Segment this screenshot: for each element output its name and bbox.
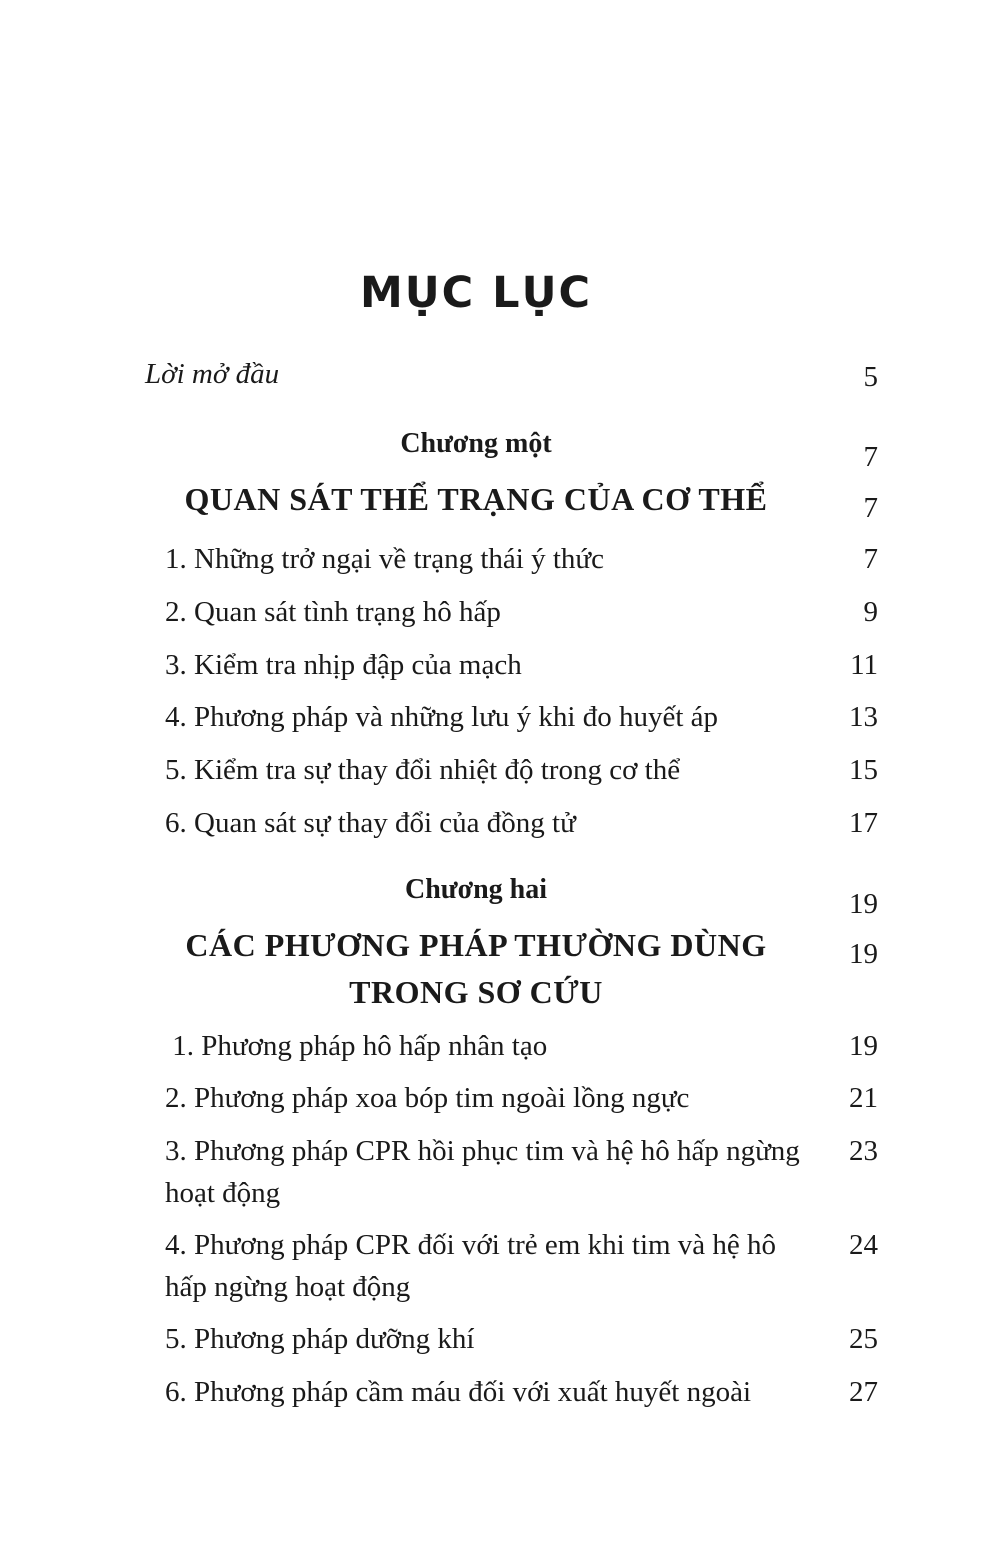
toc-entry-2-1-page: 19 xyxy=(849,1030,878,1062)
toc-entry-2-2: 2. Phương pháp xoa bóp tim ngoài lồng ngực xyxy=(165,1082,690,1114)
chapter-1-label-page: 7 xyxy=(863,441,878,473)
toc-entry-1-3-page: 11 xyxy=(850,649,878,681)
toc-entry-1-5-page: 15 xyxy=(849,754,878,786)
chapter-2-title-line-1: CÁC PHƯƠNG PHÁP THƯỜNG DÙNG xyxy=(185,927,767,963)
toc-entry-1-5: 5. Kiểm tra sự thay đổi nhiệt độ trong cơ thể xyxy=(165,754,681,786)
toc-entry-intro-label: Lời mở đầu xyxy=(145,358,280,390)
toc-entry-2-5-page: 25 xyxy=(849,1323,878,1355)
page-title: MỤC LỤC xyxy=(359,268,593,318)
toc-entry-2-1: 1. Phương pháp hô hấp nhân tạo xyxy=(165,1030,548,1062)
toc-entry-2-2-page: 21 xyxy=(849,1082,878,1114)
chapter-1-label: Chương một xyxy=(400,428,552,459)
toc-entry-1-2: 2. Quan sát tình trạng hô hấp xyxy=(165,596,501,628)
toc-entry-2-3-page: 23 xyxy=(849,1135,878,1167)
chapter-2-title-page: 19 xyxy=(849,938,878,970)
toc-entry-intro-page: 5 xyxy=(863,361,878,393)
chapter-1-title-page: 7 xyxy=(863,492,878,524)
toc-entry-2-6-page: 27 xyxy=(849,1376,878,1408)
toc-entry-1-4: 4. Phương pháp và những lưu ý khi đo huyết áp xyxy=(165,701,719,733)
toc-entry-2-3: 3. Phương pháp CPR hồi phục tim và hệ hô hấp ngừng hoạt động xyxy=(165,1135,800,1209)
toc-entry-2-4-page: 24 xyxy=(849,1229,878,1261)
toc-entry-1-3: 3. Kiểm tra nhịp đập của mạch xyxy=(165,649,522,681)
toc-entry-1-1: 1. Những trở ngại về trạng thái ý thức xyxy=(165,543,604,575)
toc-entry-1-2-page: 9 xyxy=(863,596,878,628)
toc-entry-2-6: 6. Phương pháp cầm máu đối với xuất huyết ngoài xyxy=(165,1376,752,1408)
chapter-2-title-line-2: TRONG SƠ CỨU xyxy=(349,974,603,1010)
toc-entry-1-6: 6. Quan sát sự thay đổi của đồng tử xyxy=(165,807,576,839)
toc-entry-1-6-page: 17 xyxy=(849,807,878,839)
toc-entry-2-4: 4. Phương pháp CPR đối với trẻ em khi tim và hệ hô hấp ngừng hoạt động xyxy=(165,1229,777,1303)
chapter-2-label-page: 19 xyxy=(849,888,878,920)
toc-entry-1-4-page: 13 xyxy=(849,701,878,733)
chapter-2-label: Chương hai xyxy=(404,874,548,905)
toc-entry-1-1-page: 7 xyxy=(863,543,878,575)
toc-entry-2-5: 5. Phương pháp dưỡng khí xyxy=(165,1323,475,1355)
chapter-1-title: QUAN SÁT THỂ TRẠNG CỦA CƠ THỂ xyxy=(184,481,768,517)
